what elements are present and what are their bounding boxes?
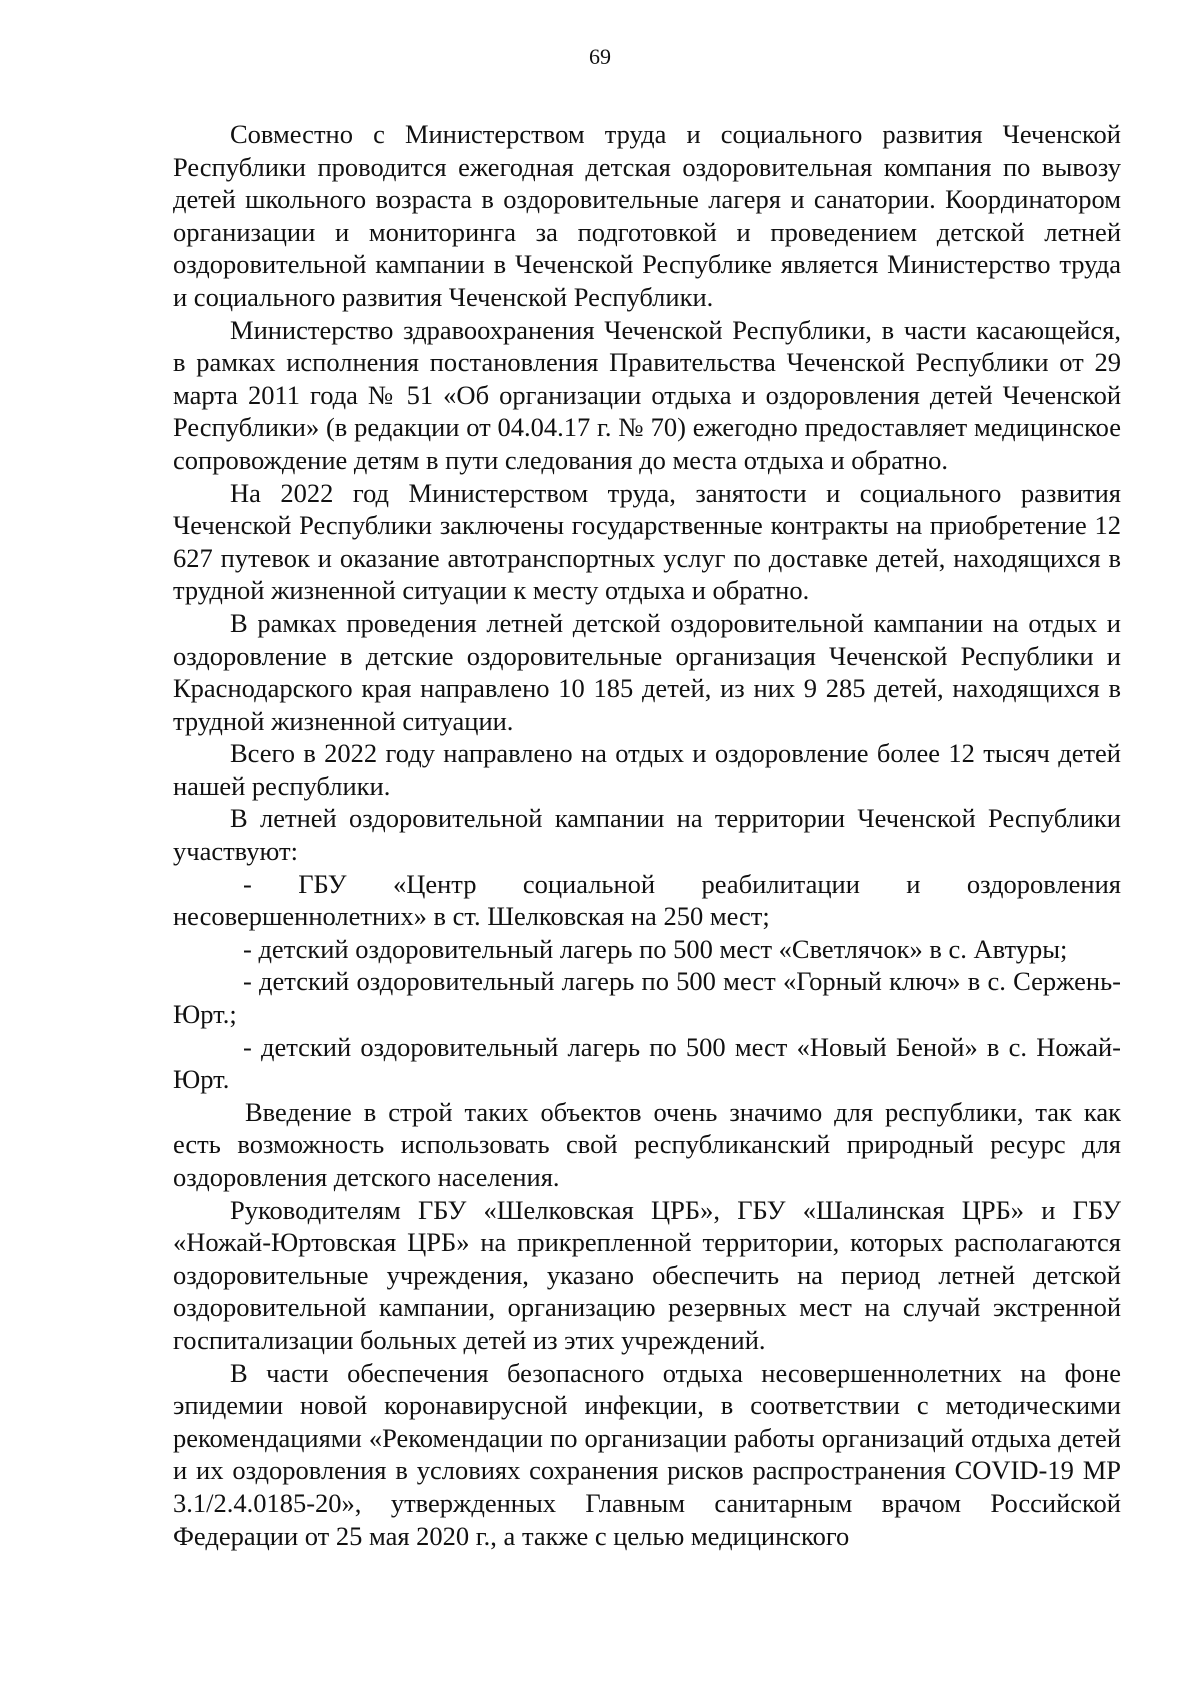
paragraph-hospital-reserve: Руководителям ГБУ «Шелковская ЦРБ», ГБУ «Шалинская ЦРБ» и ГБУ «Ножай-Юртовская ЦРБ» на прикрепленной территории, которых располагаются оздоровительные учреждения, указано обеспечить на период летней детской оздоровительной кампании, организацию резервных мест на случай экстренной госпитализации больных детей из этих учреждений.	[173, 1194, 1121, 1355]
paragraph-health-ministry: Министерство здравоохранения Чеченской Республики, в части касающейся, в рамках исполнения постановления Правительства Чеченской Республики от 29 марта 2011 года № 51 «Об организации отдыха и оздоровления детей Чеченской Республики» (в редакции от 04.04.17 г. № 70) ежегодно предоставляет медицинское сопровождение детям в пути следования до места отдыха и обратно.	[173, 314, 1121, 475]
paragraph-total-2022: Всего в 2022 году направлено на отдых и оздоровление более 12 тысяч детей нашей республики.	[173, 738, 1121, 801]
page-number: 69	[589, 44, 611, 69]
paragraph-participants-intro: В летней оздоровительной кампании на территории Чеченской Республики участвуют:	[173, 803, 1121, 867]
facility-list-item: - детский оздоровительный лагерь по 500 мест «Светлячок» в с. Автуры;	[243, 933, 1068, 964]
facility-list-item: - детский оздоровительный лагерь по 500 мест «Горный ключ» в с. Сержень-Юрт.;	[173, 966, 1121, 1030]
paragraph-covid-safety: В части обеспечения безопасного отдыха несовершеннолетних на фоне эпидемии новой коронавирусной инфекции, в соответствии с методическими рекомендациями «Рекомендации по организации работы организаций отдыха детей и их оздоровления в условиях сохранения рисков распространения COVID-19 МР 3.1/2.4.0185-20», утвержденных Главным санитарным врачом Российской Федерации от 25 мая 2020 г., а также с целью медицинского	[173, 1357, 1121, 1551]
paragraph-contracts-2022: На 2022 год Министерством труда, занятости и социального развития Чеченской Республики заключены государственные контракты на приобретение 12 627 путевок и оказание автотранспортных услуг по доставке детей, находящихся в трудной жизненной ситуации к месту отдыха и обратно.	[173, 477, 1121, 606]
facility-list-item: - детский оздоровительный лагерь по 500 мест «Новый Беной» в с. Ножай-Юрт.	[173, 1031, 1121, 1095]
document-body	[173, 118, 1121, 1552]
facility-list-item: - ГБУ «Центр социальной реабилитации и оздоровления несовершеннолетних» в ст. Шелковская на 250 мест;	[173, 868, 1121, 932]
paragraph-children-sent: В рамках проведения летней детской оздоровительной кампании на отдых и оздоровление в детские оздоровительные организация Чеченской Республики и Краснодарского края направлено 10 185 детей, из них 9 285 детей, находящихся в трудной жизненной ситуации.	[173, 607, 1121, 736]
paragraph-facilities-importance: Введение в строй таких объектов очень значимо для республики, так как есть возможность использовать свой республиканский природный ресурс для оздоровления детского населения.	[173, 1096, 1121, 1192]
paragraph-summer-campaign: Совместно с Министерством труда и социального развития Чеченской Республики проводится ежегодная детская оздоровительная компания по вывозу детей школьного возраста в оздоровительные лагеря и санатории. Координатором организации и мониторинга за подготовкой и проведением детской летней оздоровительной кампании в Чеченской Республике является Министерство труда и социального развития Чеченской Республики.	[173, 119, 1121, 312]
